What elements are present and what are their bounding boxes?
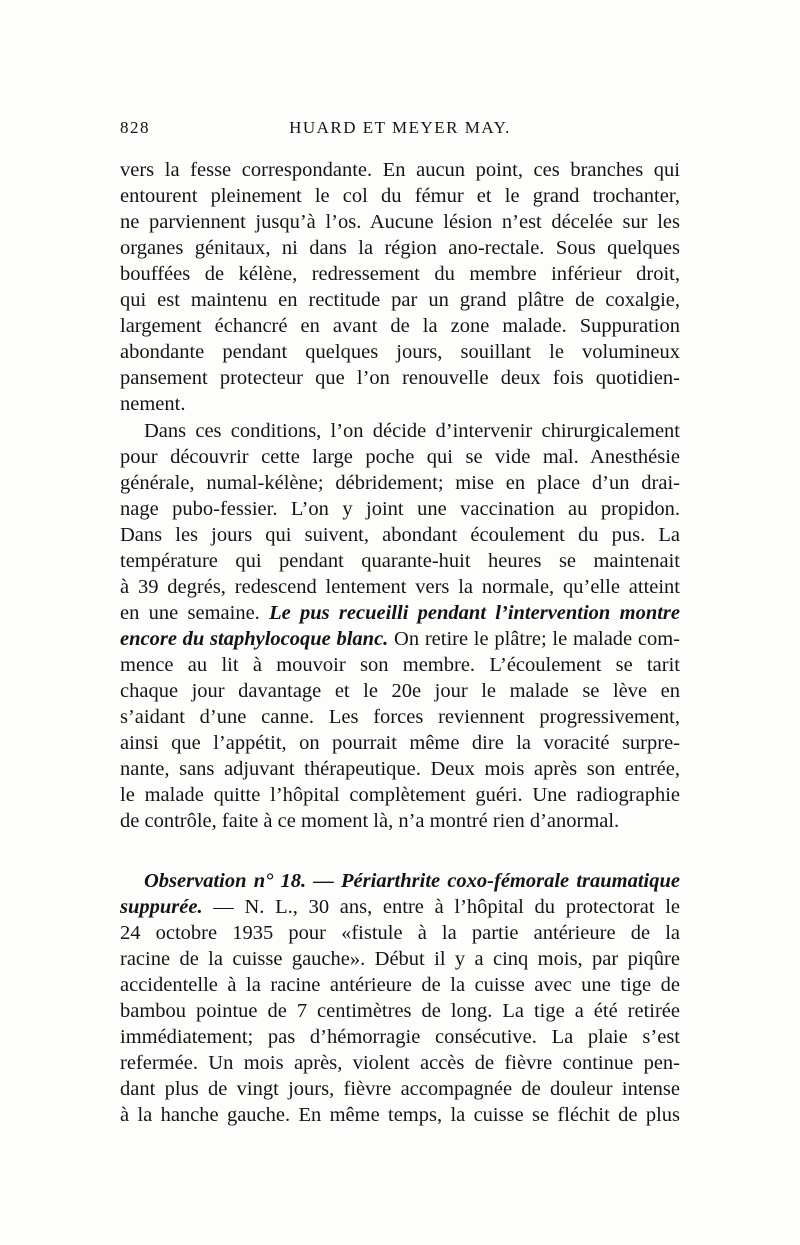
text-line-mixed xyxy=(120,626,680,652)
page-number: 828 xyxy=(120,118,150,137)
observation-title-continued: suppurée. xyxy=(120,896,203,918)
text-line: à 39 degrés, redescend lentement vers la normale, qu’elle atteint xyxy=(120,576,680,598)
text-line: pansement protecteur que l’on renouvelle deux fois quotidien- xyxy=(120,367,680,389)
text-line: vers la fesse correspondante. En aucun point, ces branches qui xyxy=(120,159,680,181)
text-line: à la hanche gauche. En même temps, la cuisse se fléchit de plus xyxy=(120,1104,680,1126)
text-line: pour découvrir cette large poche qui se vide mal. Anesthésie xyxy=(120,446,680,468)
text-line: nante, sans adjuvant thérapeutique. Deux mois après son entrée, xyxy=(120,758,680,780)
text-line: s’aidant d’une canne. Les forces reviennent progressivement, xyxy=(120,706,680,728)
text-line: ne parviennent jusqu’à l’os. Aucune lésion n’est décelée sur les xyxy=(120,211,680,233)
observation-heading xyxy=(120,868,680,894)
text-line: Dans les jours qui suivent, abondant écoulement du pus. La xyxy=(120,524,680,546)
text-line: accidentelle à la racine antérieure de la cuisse avec une tige de xyxy=(120,974,680,996)
running-head: HUARD ET MEYER MAY. xyxy=(289,118,511,137)
text-line: ainsi que l’appétit, on pourrait même dire la voracité surpre- xyxy=(120,732,680,754)
text-line: bouffées de kélène, redressement du membre inférieur droit, xyxy=(120,263,680,285)
text-line: 24 octobre 1935 pour «fistule à la partie antérieure de la xyxy=(120,922,680,944)
text-line: nage pubo-fessier. L’on y joint une vaccination au propidon. xyxy=(120,498,680,520)
text-line: bambou pointue de 7 centimètres de long. La tige a été retirée xyxy=(120,1000,680,1022)
text-line: immédiatement; pas d’hémorragie consécutive. La plaie s’est xyxy=(120,1026,680,1048)
text-run: — N. L., 30 ans, entre à l’hôpital du protectorat le xyxy=(213,896,680,918)
text-line: refermée. Un mois après, violent accès de fièvre continue pen- xyxy=(120,1052,680,1074)
text-line: Dans ces conditions, l’on décide d’intervenir chirurgicalement xyxy=(144,420,680,442)
text-line: abondante pendant quelques jours, souillant le volumineux xyxy=(120,341,680,363)
text-line: organes génitaux, ni dans la région ano-rectale. Sous quelques xyxy=(120,237,680,259)
italic-emphasis: Le pus recueilli pendant l’intervention montre xyxy=(269,602,680,624)
text-line: de contrôle, faite à ce moment là, n’a montré rien d’anormal. xyxy=(120,810,620,832)
text-line: qui est maintenu en rectitude par un grand plâtre de coxalgie, xyxy=(120,289,680,311)
page-header xyxy=(120,118,680,142)
text-line: nement. xyxy=(120,393,186,415)
text-line: dant plus de vingt jours, fièvre accompagnée de douleur intense xyxy=(120,1078,680,1100)
text-line: chaque jour davantage et le 20e jour le malade se lève en xyxy=(120,680,680,702)
text-line: le malade quitte l’hôpital complètement guéri. Une radiographie xyxy=(120,784,680,806)
text-line: mence au lit à mouvoir son membre. L’écoulement se tarit xyxy=(120,654,680,676)
text-line-mixed xyxy=(120,894,680,920)
italic-emphasis: encore du staphylocoque blanc. xyxy=(120,628,389,650)
text-run: On retire le plâtre; le malade com- xyxy=(394,628,680,650)
text-line: entourent pleinement le col du fémur et le grand trochanter, xyxy=(120,185,680,207)
text-line: largement échancré en avant de la zone malade. Suppuration xyxy=(120,315,680,337)
observation-title: Observation n° 18. — Périarthrite coxo-fémorale traumatique xyxy=(144,870,680,892)
text-line: température qui pendant quarante-huit heures se maintenait xyxy=(120,550,680,572)
text-run: en une semaine. xyxy=(120,602,260,624)
text-line-mixed xyxy=(120,600,680,626)
text-line: racine de la cuisse gauche». Début il y a cinq mois, par piqûre xyxy=(120,948,680,970)
text-line: générale, numal-kélène; débridement; mise en place d’un drai- xyxy=(120,472,680,494)
